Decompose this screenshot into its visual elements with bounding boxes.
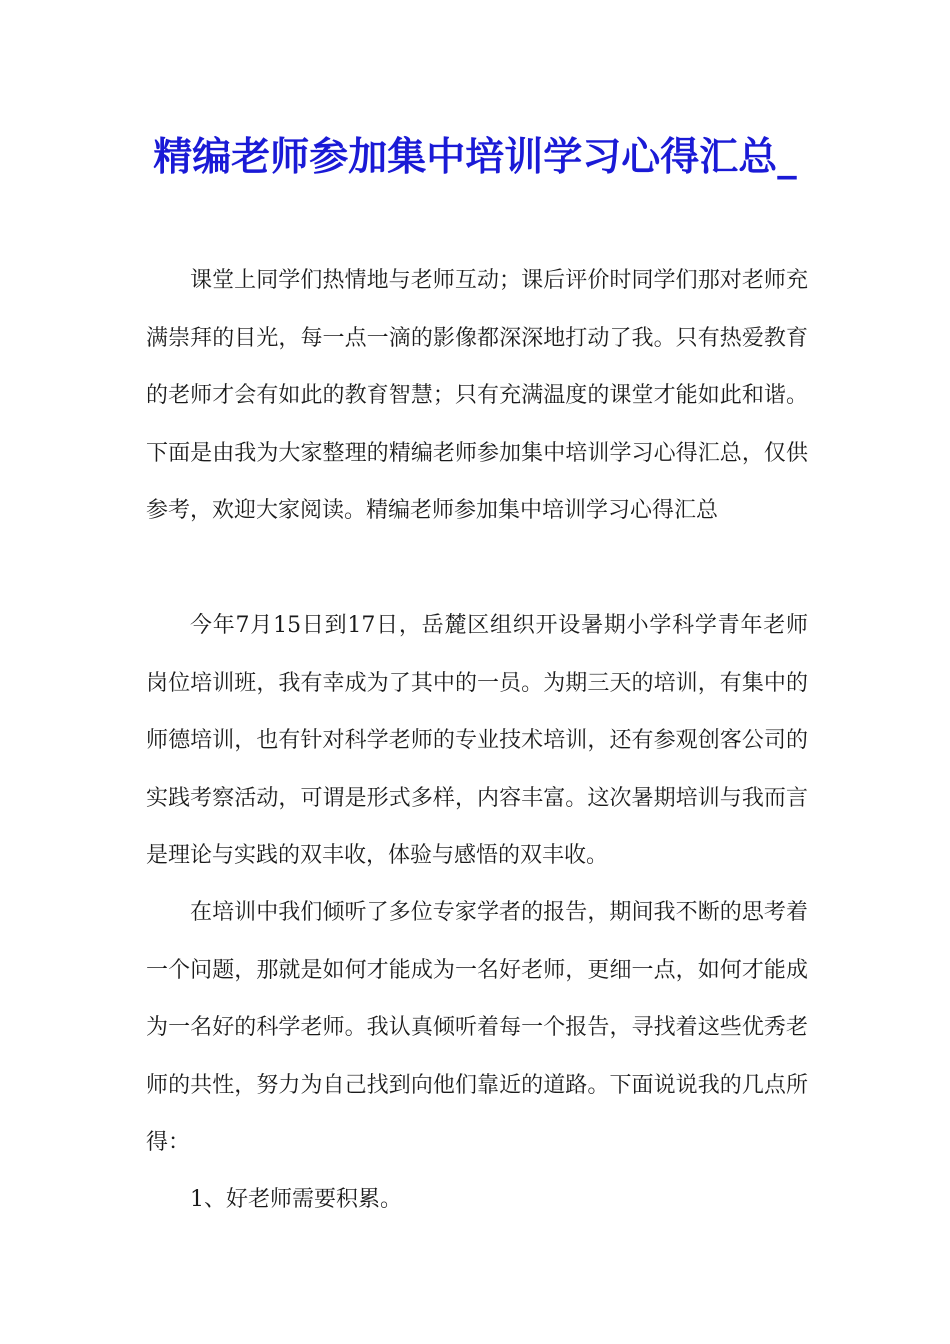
paragraph-reflection: 在培训中我们倾听了多位专家学者的报告，期间我不断的思考着一个问题，那就是如何才能成为一名好老师，更细一点，如何才能成为一名好的科学老师。我认真倾听着每一个报告，寻找着这些优秀老师的共性，努力为自己找到向他们靠近的道路。下面说说我的几点所得： — [146, 900, 808, 1155]
document-title: 精编老师参加集中培训学习心得汇总_ — [153, 134, 797, 180]
paragraph-point-1: 1、好老师需要积累。 — [190, 1187, 402, 1212]
paragraph-training-overview: 今年7月15日到17日，岳麓区组织开设暑期小学科学青年老师岗位培训班，我有幸成为了其中的一员。为期三天的培训，有集中的师德培训，也有针对科学老师的专业技术培训，还有参观创客公司的实践考察活动，可谓是形式多样，内容丰富。这次暑期培训与我而言是理论与实践的双丰收，体验与感悟的双丰收。 — [146, 613, 808, 868]
paragraph-intro: 课堂上同学们热情地与老师互动；课后评价时同学们那对老师充满崇拜的目光，每一点一滴的影像都深深地打动了我。只有热爱教育的老师才会有如此的教育智慧；只有充满温度的课堂才能如此和谐。下面是由我为大家整理的精编老师参加集中培训学习心得汇总，仅供参考，欢迎大家阅读。精编老师参加集中培训学习心得汇总 — [146, 268, 808, 523]
